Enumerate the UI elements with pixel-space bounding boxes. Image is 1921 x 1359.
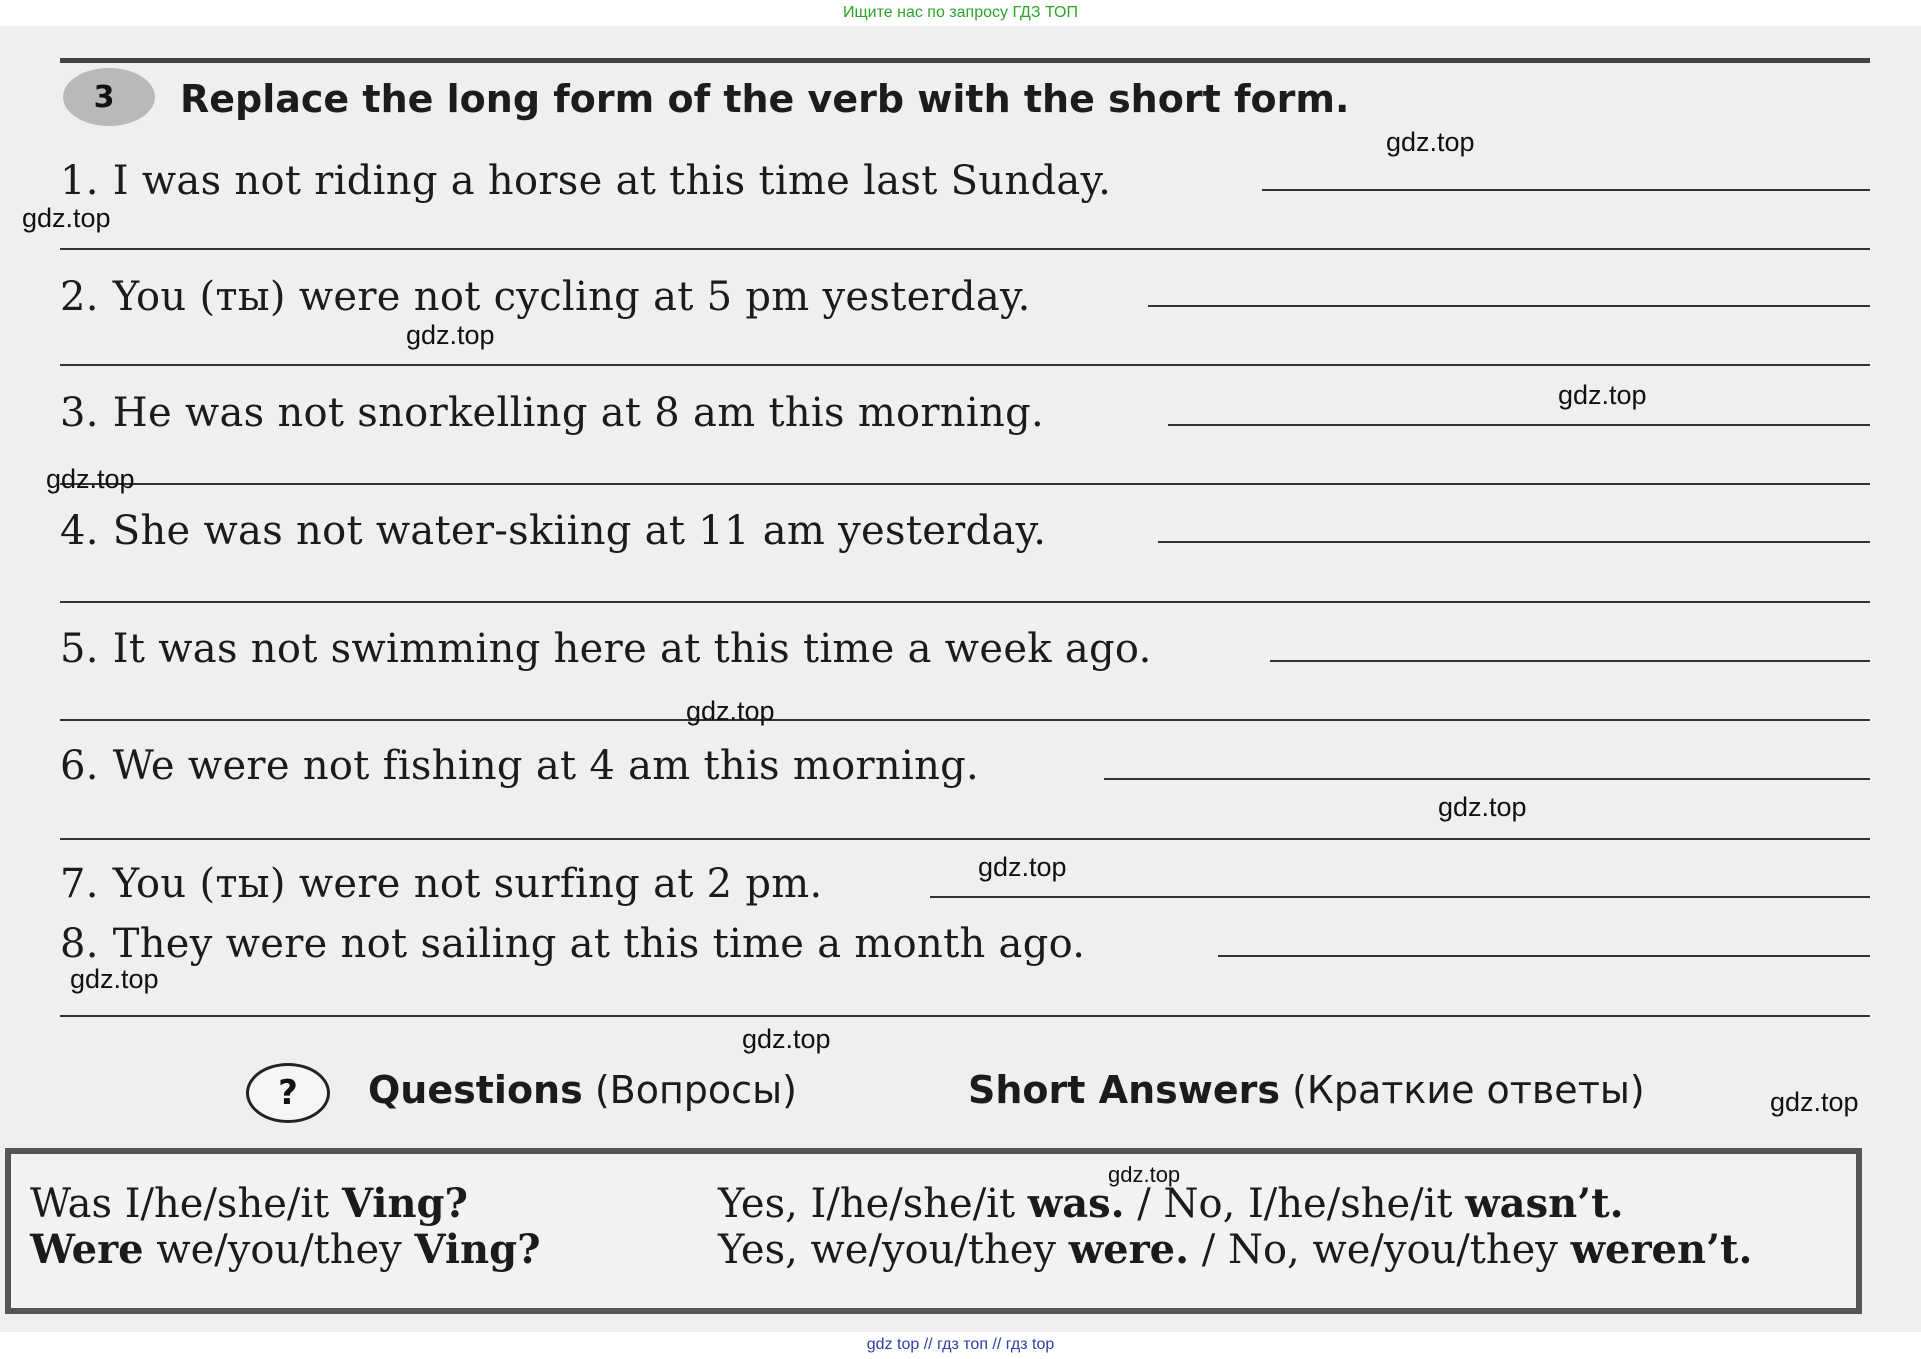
answer-line [1218,955,1870,957]
answer-line [60,838,1870,840]
item-text: You (ты) were not surfing at 2 pm. [112,861,823,907]
item-text: We were not fishing at 4 am this morning. [112,743,980,789]
questions-title-ru: (Вопросы) [594,1068,797,1112]
answer-line [60,601,1870,603]
item-text: I was not riding a horse at this time last Sunday. [112,158,1112,204]
answer-verb: was. [1027,1180,1125,1227]
exercise-number-badge: 3 [63,68,155,126]
answer-line [1158,541,1870,543]
answer-line [1148,305,1870,307]
answer-verb: wasn’t. [1465,1180,1624,1227]
answer-verb: weren’t. [1570,1226,1753,1273]
answer-text: / No, I/he/she/it [1137,1181,1453,1227]
watermark: gdz.top [22,203,111,233]
answer-line [930,896,1870,898]
answer-line [60,719,1870,721]
question-mark-icon: ? [246,1063,330,1123]
answers-title-ru: (Краткие ответы) [1292,1068,1645,1112]
watermark: gdz.top [686,696,775,726]
item-number: 7. [60,861,99,907]
exercise-item-4 [60,508,1046,554]
answer-line [1270,660,1870,662]
watermark: gdz.top [1386,127,1475,157]
answer-line [60,1015,1870,1017]
item-text: He was not snorkelling at 8 am this morning. [112,390,1044,436]
questions-title: Questions [368,1068,583,1112]
scanned-page [0,26,1921,1332]
watermark: gdz.top [1108,1162,1181,1187]
exercise-instruction: Replace the long form of the verb with the short form. [180,77,1350,121]
watermark: gdz.top [46,464,135,494]
footer[interactable]: gdz top // гдз топ // гдз top [866,1336,1055,1353]
item-number: 5. [60,626,99,672]
item-number: 8. [60,921,99,967]
exercise-item-7 [60,861,823,907]
exercise-item-3 [60,390,1044,436]
answer-line [60,248,1870,250]
answer-row-2 [718,1226,1752,1273]
answer-line [1168,424,1870,426]
item-number: 4. [60,508,99,554]
answer-line [60,483,1870,485]
item-text: It was not swimming here at this time a week ago. [112,626,1152,672]
exercise-item-8 [60,921,1085,967]
question-verb: Ving? [414,1226,541,1273]
answer-line [1104,778,1870,780]
question-text: Was I/he/she/it [30,1181,330,1227]
watermark: gdz.top [70,964,159,994]
watermark: gdz.top [1770,1087,1859,1117]
answer-text: Yes, we/you/they [718,1227,1056,1273]
question-row-1 [30,1180,468,1227]
item-number: 1. [60,158,99,204]
answer-text: / No, we/you/they [1201,1227,1558,1273]
item-number: 6. [60,743,99,789]
watermark: gdz.top [978,852,1067,882]
item-text: She was not water-skiing at 11 am yesterday. [112,508,1047,554]
exercise-item-5 [60,626,1152,672]
exercise-item-1 [60,158,1111,204]
item-number: 2. [60,274,99,320]
answer-verb: were. [1068,1226,1190,1273]
answer-line [60,364,1870,366]
answer-text: Yes, I/he/she/it [718,1181,1016,1227]
item-number: 3. [60,390,99,436]
question-text: we/you/they [156,1227,402,1273]
exercise-item-2 [60,274,1031,320]
watermark: gdz.top [406,320,495,350]
exercise-item-6 [60,743,979,789]
question-verb: Ving? [341,1180,468,1227]
top-rule [60,58,1870,63]
item-text: You (ты) were not cycling at 5 pm yesterday. [112,274,1031,320]
top-banner[interactable]: Ищите нас по запросу ГДЗ ТОП [843,4,1078,21]
watermark: gdz.top [742,1024,831,1054]
short-answers-header [968,1068,1645,1112]
question-row-2 [30,1226,541,1273]
item-text: They were not sailing at this time a month ago. [112,921,1086,967]
answer-line [1262,189,1870,191]
question-verb: Were [30,1226,144,1273]
answers-title: Short Answers [968,1068,1280,1112]
questions-header [368,1068,797,1112]
watermark: gdz.top [1558,380,1647,410]
watermark: gdz.top [1438,792,1527,822]
